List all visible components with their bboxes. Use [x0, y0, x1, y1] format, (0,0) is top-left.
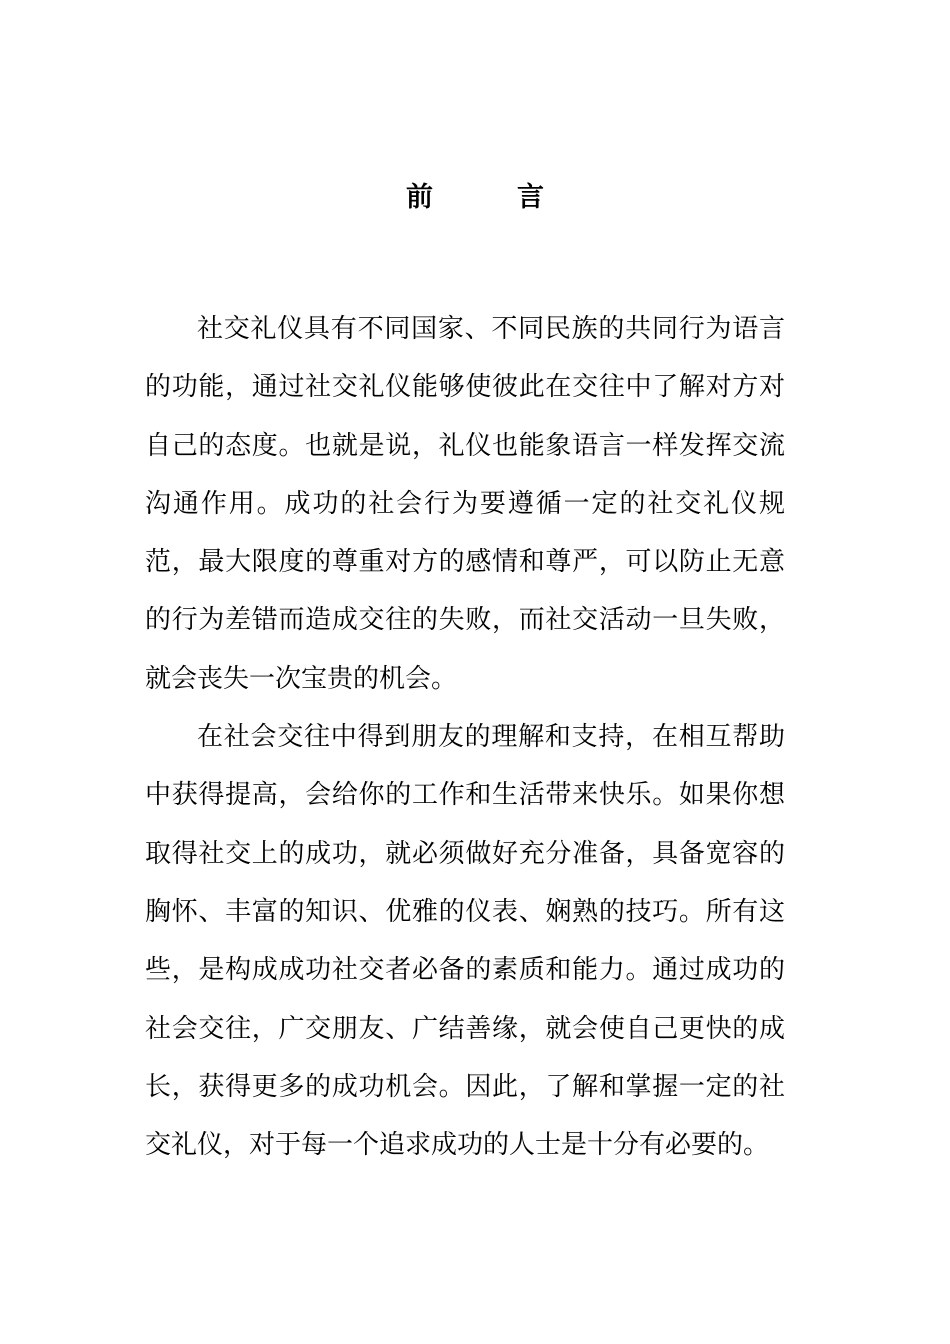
preface-body	[145, 300, 785, 1174]
title-char-1: 前	[406, 182, 433, 213]
paragraph-1: 社交礼仪具有不同国家、不同民族的共同行为语言的功能，通过社交礼仪能够使彼此在交往中了解对方对自己的态度。也就是说，礼仪也能象语言一样发挥交流沟通作用。成功的社会行为要遵循一定的社交礼仪规范，最大限度的尊重对方的感情和尊严，可以防止无意的行为差错而造成交往的失败，而社交活动一旦失败，就会丧失一次宝贵的机会。	[145, 314, 785, 694]
paragraph-2: 在社会交往中得到朋友的理解和支持，在相互帮助中获得提高，会给你的工作和生活带来快乐。如果你想取得社交上的成功，就必须做好充分准备，具备宽容的胸怀、丰富的知识、优雅的仪表、娴熟的技巧。所有这些，是构成成功社交者必备的素质和能力。通过成功的社会交往，广交朋友、广结善缘，就会使自己更快的成长，获得更多的成功机会。因此，了解和掌握一定的社交礼仪，对于每一个追求成功的人士是十分有必要的。	[145, 722, 785, 1161]
page-title	[0, 178, 950, 218]
title-char-2: 言	[517, 182, 544, 213]
